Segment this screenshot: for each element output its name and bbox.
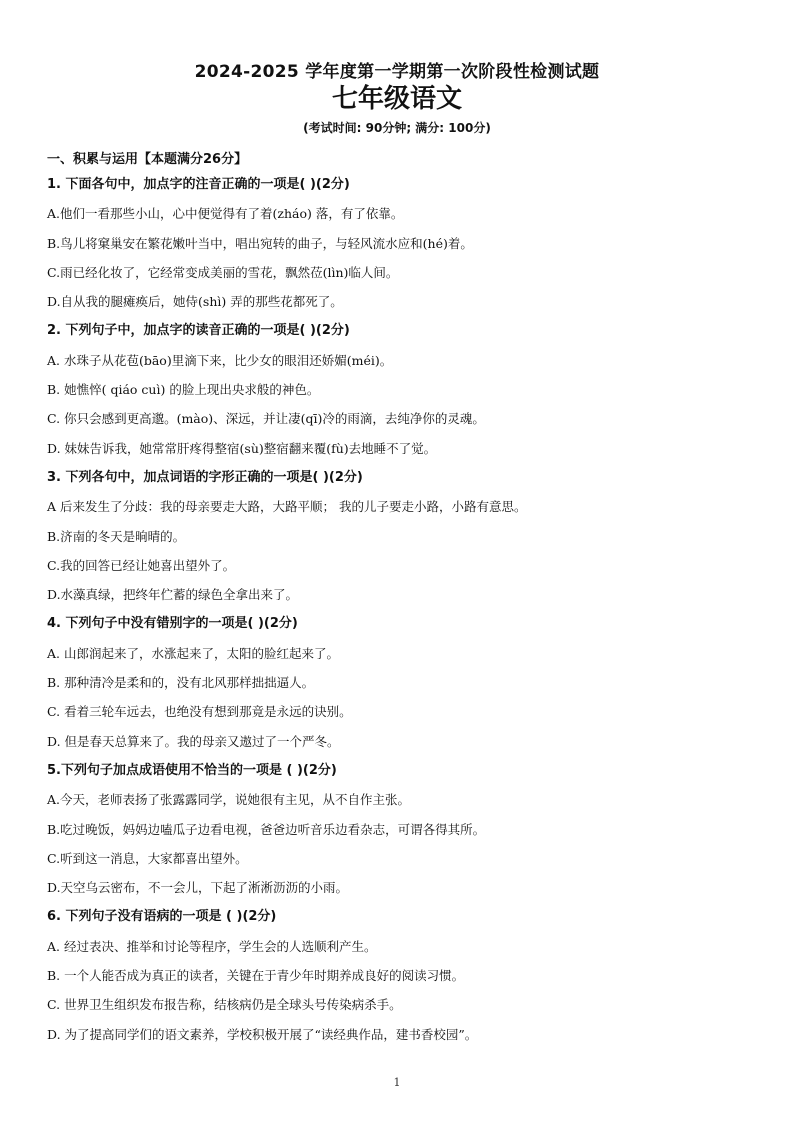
subject-title: 七年级语文 bbox=[331, 84, 462, 114]
question-4 bbox=[47, 613, 767, 759]
option-d: D. 妹妹告诉我，她常常肝疼得整宿(sù)整宿翻来覆(fù)去地睡不了觉。 bbox=[47, 440, 437, 456]
option-a: A. 经过表决、推举和讨论等程序，学生会的人选顺利产生。 bbox=[47, 938, 377, 954]
option-c: C. 世界卫生组织发布报告称，结核病仍是全球头号传染病杀手。 bbox=[47, 997, 402, 1013]
option-b: B. 她憔悴( qiáo cuì) 的脸上现出央求般的神色。 bbox=[47, 382, 320, 398]
option-b: B.鸟儿将窠巢安在繁花嫩叶当中，唱出宛转的曲子，与轻风流水应和(hé)着。 bbox=[47, 235, 473, 251]
question-title: 5.下列句子加点成语使用不恰当的一项是 ( )(2分) bbox=[47, 762, 337, 778]
question-title: 3. 下列各句中，加点词语的字形正确的一项是( )(2分) bbox=[47, 469, 363, 485]
option-c: C.雨已经化妆了，它经常变成美丽的雪花，飘然莅(lìn)临人间。 bbox=[47, 264, 399, 280]
questions-list bbox=[47, 174, 767, 1053]
option-b: B.济南的冬天是晌晴的。 bbox=[47, 528, 186, 544]
option-b: B.吃过晚饭，妈妈边嗑瓜子边看电视，爸爸边听音乐边看杂志，可谓各得其所。 bbox=[47, 821, 486, 837]
option-d: D.水藻真绿，把终年伫蓄的绿色全拿出来了。 bbox=[47, 587, 299, 603]
option-b: B. 一个人能否成为真正的读者，关键在于青少年时期养成良好的阅读习惯。 bbox=[47, 968, 465, 984]
option-c: C.听到这一消息，大家都喜出望外。 bbox=[47, 850, 248, 866]
option-c: C. 你只会感到更高邈。(mào)、深远，并让凄(qī)冷的雨滴，去纯净你的灵魂。 bbox=[47, 411, 485, 427]
question-title: 6. 下列句子没有语病的一项是 ( )(2分) bbox=[47, 909, 277, 925]
exam-info: (考试时间: 90分钟; 满分: 100分) bbox=[303, 121, 491, 135]
question-2 bbox=[47, 320, 767, 466]
option-b: B. 那种清冷是柔和的，没有北风那样拙拙逼人。 bbox=[47, 675, 315, 691]
option-a: A. 山郎润起来了，水涨起来了，太阳的脸红起来了。 bbox=[47, 645, 339, 661]
option-a: A.他们一看那些小山，心中便觉得有了着(zháo) 落，有了依靠。 bbox=[47, 206, 404, 222]
question-3 bbox=[47, 467, 767, 613]
option-c: C. 看着三轮车远去，也绝没有想到那竟是永远的诀别。 bbox=[47, 704, 352, 720]
page-number: 1 bbox=[393, 1076, 401, 1089]
option-d: D.自从我的腿瘫痪后，她侍(shì) 弄的那些花都死了。 bbox=[47, 294, 343, 310]
option-d: D. 但是春天总算来了。我的母亲又遨过了一个严冬。 bbox=[47, 733, 340, 749]
option-d: D.天空乌云密布，不一会儿，下起了淅淅沥沥的小雨。 bbox=[47, 880, 349, 896]
question-title: 2. 下列句子中，加点字的读音正确的一项是( )(2分) bbox=[47, 323, 350, 339]
option-a: A 后来发生了分歧：我的母亲要走大路，大路平顺； 我的儿子要走小路，小路有意思。 bbox=[47, 499, 527, 515]
question-6 bbox=[47, 906, 767, 1052]
question-5 bbox=[47, 760, 767, 906]
option-c: C.我的回答已经让她喜出望外了。 bbox=[47, 557, 236, 573]
question-title: 1. 下面各句中，加点字的注音正确的一项是( )(2分) bbox=[47, 177, 350, 192]
question-1 bbox=[47, 174, 767, 320]
exam-title: 2024-2025 学年度第一学期第一次阶段性检测试题 bbox=[194, 62, 600, 82]
option-a: A.今天，老师表扬了张露露同学，说她很有主见，从不自作主张。 bbox=[47, 792, 411, 808]
option-d: D. 为了提高同学们的语文素养，学校积极开展了“读经典作品，建书香校园”。 bbox=[47, 1026, 478, 1042]
question-title: 4. 下列句子中没有错别字的一项是( )(2分) bbox=[47, 616, 298, 632]
section-heading: 一、积累与运用【本题满分26分】 bbox=[47, 152, 248, 167]
option-a: A. 水珠子从花苞(bāo)里滴下来，比少女的眼泪还娇媚(méi)。 bbox=[47, 352, 393, 368]
